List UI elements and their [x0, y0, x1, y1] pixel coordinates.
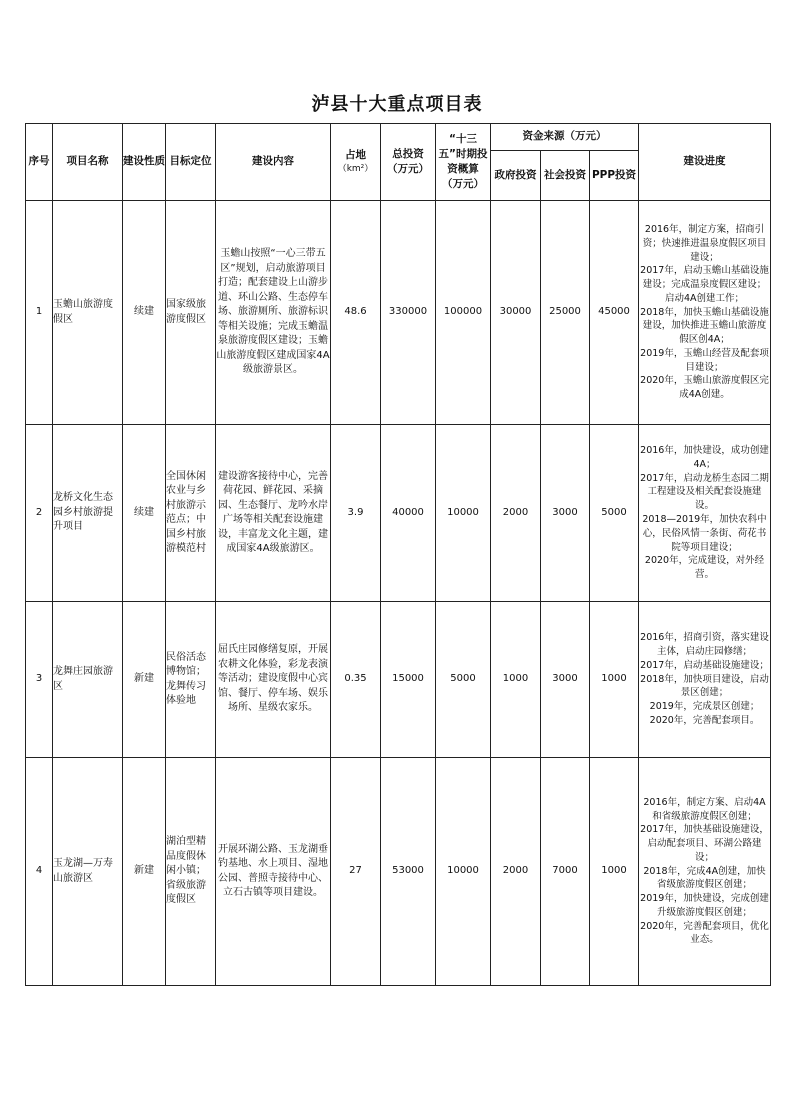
cell-total: 15000 — [381, 602, 436, 758]
header-seq: 序号 — [26, 124, 53, 201]
header-row-top — [26, 124, 771, 151]
cell-nature: 新建 — [123, 758, 166, 986]
header-progress: 建设进度 — [639, 124, 771, 201]
header-name: 项目名称 — [53, 124, 123, 201]
cell-content: 建设游客接待中心，完善荷花园、鲜花园、采摘园、生态餐厅、龙吟水岸广场等相关配套设施建设，丰富龙文化主题，建成国家4A级旅游区。 — [216, 425, 331, 602]
cell-plan: 10000 — [436, 425, 491, 602]
cell-total: 53000 — [381, 758, 436, 986]
cell-total: 40000 — [381, 425, 436, 602]
cell-nature: 新建 — [123, 602, 166, 758]
cell-seq: 1 — [26, 201, 53, 425]
cell-progress: 2016年，加快建设，成功创建4A； 2017年，启动龙桥生态园二期工程建设及相关配套设施建设。 2018—2019年，加快农科中心，民俗风情一条街、荷花书院等项目建设； 2020年，完成建设，对外经营。 — [639, 425, 771, 602]
cell-area: 3.9 — [331, 425, 381, 602]
cell-nature: 续建 — [123, 425, 166, 602]
cell-ppp: 45000 — [590, 201, 639, 425]
cell-seq: 4 — [26, 758, 53, 986]
cell-nature: 续建 — [123, 201, 166, 425]
header-gov: 政府投资 — [491, 151, 541, 201]
header-area-label: 占地 — [345, 148, 366, 161]
cell-content: 屈氏庄园修缮复原，开展农耕文化体验，彩龙表演等活动；建设度假中心宾馆、餐厅、停车场、娱乐场所、星级农家乐。 — [216, 602, 331, 758]
cell-target: 全国休闲农业与乡村旅游示范点；中国乡村旅游模范村 — [166, 425, 216, 602]
cell-progress: 2016年，制定方案，招商引资；快速推进温泉度假区项目建设； 2017年，启动玉蟾山基础设施建设；完成温泉度假区建设；启动4A创建工作； 2018年，加快玉蟾山基础设施建设，加快推进玉蟾山旅游度假区创4A； 2019年，玉蟾山经营及配套项目建设； 2020年，玉蟾山旅游度假区完成4A创建。 — [639, 201, 771, 425]
cell-social: 7000 — [541, 758, 590, 986]
cell-ppp: 1000 — [590, 602, 639, 758]
cell-area: 0.35 — [331, 602, 381, 758]
header-content: 建设内容 — [216, 124, 331, 201]
cell-name: 玉蟾山旅游度假区 — [53, 201, 123, 425]
header-total — [381, 124, 436, 201]
cell-gov: 30000 — [491, 201, 541, 425]
cell-content: 开展环湖公路、玉龙湖垂钓基地、水上项目、湿地公园、普照寺接待中心、立石古镇等项目建设。 — [216, 758, 331, 986]
cell-plan: 5000 — [436, 602, 491, 758]
cell-area: 48.6 — [331, 201, 381, 425]
cell-content: 玉蟾山按照“一心三带五区”规划，启动旅游项目打造；配套建设上山游步道、环山公路、生态停车场、旅游厕所、旅游标识等相关设施；完成玉蟾温泉旅游度假区建设；玉蟾山旅游度假区建成国家4A级旅游景区。 — [216, 201, 331, 425]
table-row — [26, 602, 771, 758]
header-area-unit: （km²） — [337, 164, 374, 175]
cell-target: 民俗活态博物馆；龙舞传习体验地 — [166, 602, 216, 758]
cell-progress: 2016年，招商引资，落实建设主体，启动庄园修缮； 2017年，启动基础设施建设； 2018年，加快项目建设，启动景区创建； 2019年，完成景区创建； 2020年，完善配套项目。 — [639, 602, 771, 758]
cell-plan: 100000 — [436, 201, 491, 425]
cell-target: 国家级旅游度假区 — [166, 201, 216, 425]
cell-seq: 3 — [26, 602, 53, 758]
header-nature: 建设性质 — [123, 124, 166, 201]
table-row — [26, 201, 771, 425]
cell-name: 玉龙湖—万寿山旅游区 — [53, 758, 123, 986]
header-social: 社会投资 — [541, 151, 590, 201]
cell-social: 25000 — [541, 201, 590, 425]
header-funds: 资金来源（万元） — [491, 124, 639, 151]
projects-table — [25, 123, 771, 986]
header-target: 目标定位 — [166, 124, 216, 201]
header-plan-unit: （万元） — [442, 178, 484, 191]
cell-total: 330000 — [381, 201, 436, 425]
cell-area: 27 — [331, 758, 381, 986]
cell-gov: 2000 — [491, 758, 541, 986]
cell-ppp: 1000 — [590, 758, 639, 986]
cell-progress: 2016年，制定方案、启动4A和省级旅游度假区创建； 2017年，加快基础设施建设，启动配套项目、环湖公路建设； 2018年，完成4A创建，加快省级旅游度假区创建； 2019年，加快建设，完成创建升级旅游度假区创建； 2020年，完善配套项目，优化业态。 — [639, 758, 771, 986]
header-total-label: 总投资 — [392, 147, 424, 160]
cell-gov: 2000 — [491, 425, 541, 602]
header-total-unit: （万元） — [387, 163, 429, 175]
cell-name: 龙桥文化生态园乡村旅游提升项目 — [53, 425, 123, 602]
header-area — [331, 124, 381, 201]
header-plan — [436, 124, 491, 201]
cell-seq: 2 — [26, 425, 53, 602]
cell-social: 3000 — [541, 602, 590, 758]
header-ppp: PPP投资 — [590, 151, 639, 201]
header-plan-label: “十三五”时期投资概算 — [438, 132, 488, 175]
page-title: 泸县十大重点项目表 — [311, 94, 483, 115]
cell-social: 3000 — [541, 425, 590, 602]
table-row — [26, 758, 771, 986]
table-row — [26, 425, 771, 602]
cell-gov: 1000 — [491, 602, 541, 758]
cell-plan: 10000 — [436, 758, 491, 986]
cell-target: 湖泊型精品度假休闲小镇；省级旅游度假区 — [166, 758, 216, 986]
cell-name: 龙舞庄园旅游区 — [53, 602, 123, 758]
cell-ppp: 5000 — [590, 425, 639, 602]
